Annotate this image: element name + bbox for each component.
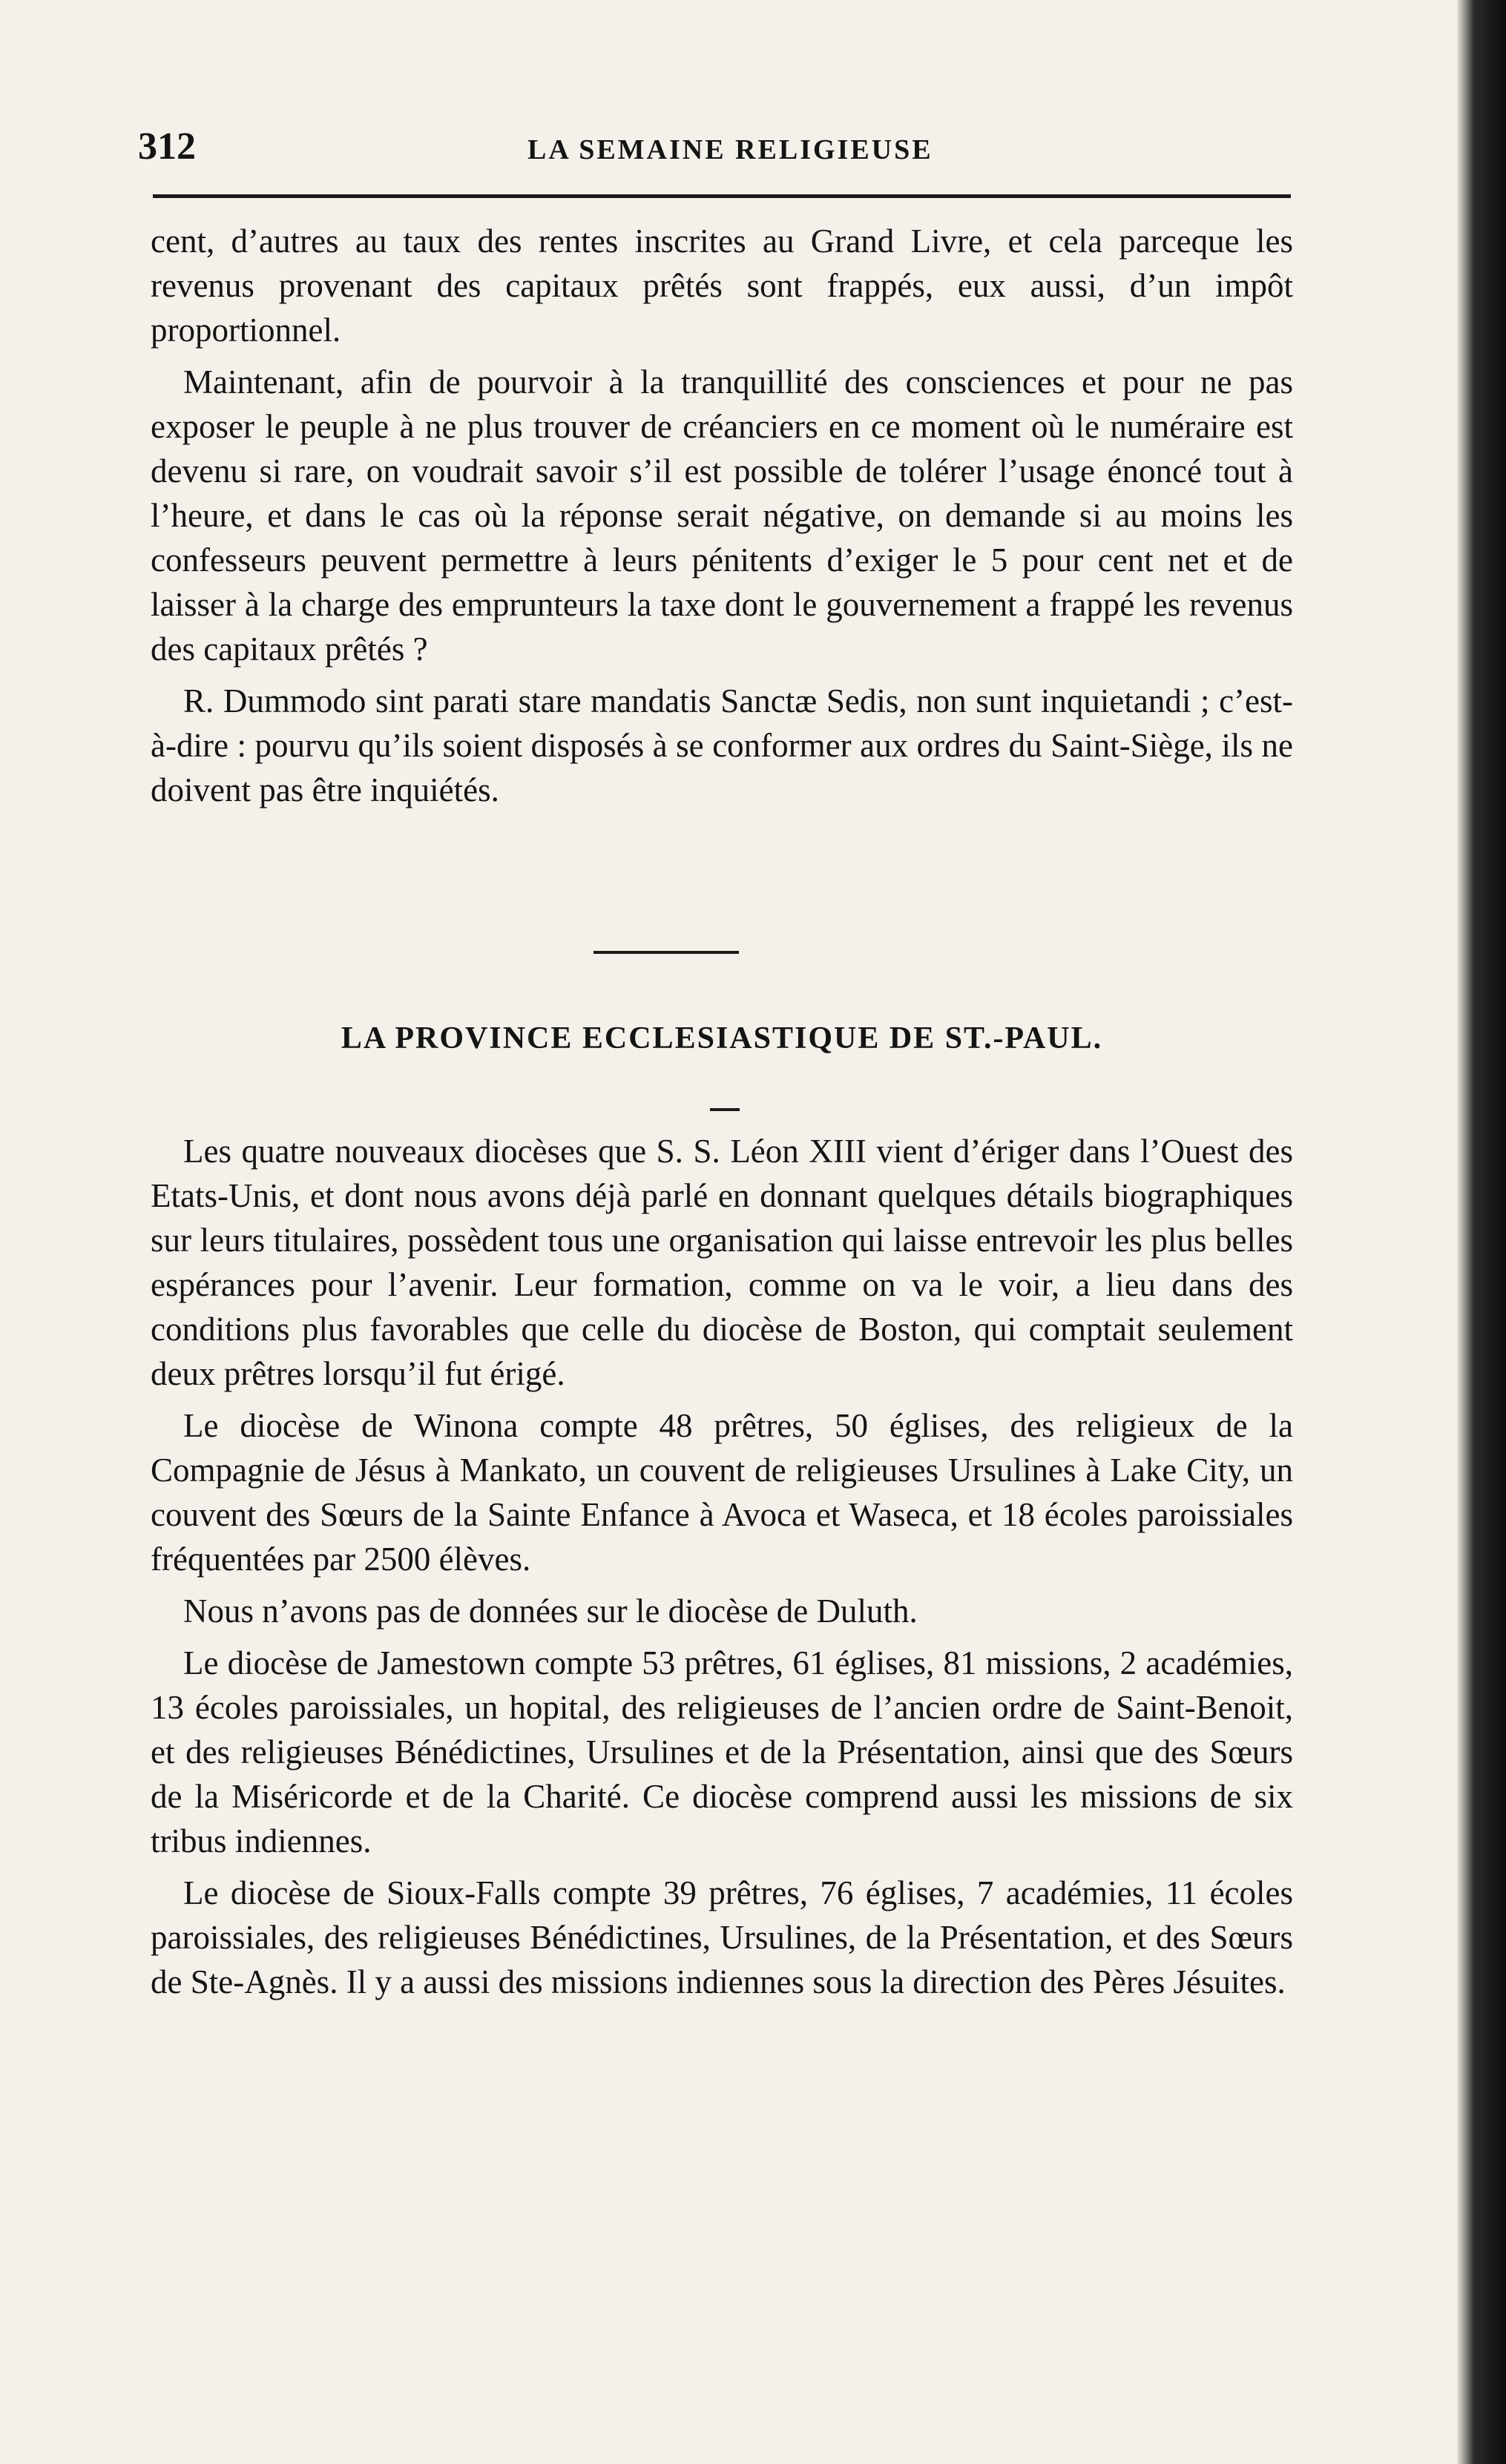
- section-divider: [593, 951, 739, 954]
- article-body: [151, 1129, 1293, 2004]
- running-head: [138, 125, 1295, 177]
- paragraph: Le diocèse de Jamestown compte 53 prêtres, 61 églises, 81 missions, 2 académies, 13 écoles paroissiales, un hopital, des religieuses de l’ancien ordre de Saint-Benoit, et des religieuses Bénédictines, Ursulines et de la Présentation, ainsi que des Sœurs de la Miséricorde et de la Charité. Ce diocèse comprend aussi les missions de six tribus indiennes.: [151, 1644, 1293, 1859]
- paragraph: Le diocèse de Sioux-Falls compte 39 prêtres, 76 églises, 7 académies, 11 écoles paroissiales, des religieuses Bénédictines, Ursulines, de la Présentation, et des Sœurs de Ste-Agnès. Il y a aussi des missions indiennes sous la direction des Pères Jésuites.: [151, 1874, 1293, 2000]
- binding-edge: [1457, 0, 1506, 2464]
- paragraph: Maintenant, afin de pourvoir à la tranquillité des consciences et pour ne pas exposer le peuple à ne plus trouver de créanciers en ce moment où le numéraire est devenu si rare, on voudrait savoir s’il est possible de tolérer l’usage énoncé tout à l’heure, et dans le cas où la réponse serait négative, on demande si au moins les confesseurs peuvent permettre à leurs pénitents d’exiger le 5 pour cent net et de laisser à la charge des emprunteurs la taxe dont le gouvernement a frappé les revenus des capitaux prêtés ?: [151, 363, 1293, 668]
- paragraph: R. Dummodo sint parati stare mandatis Sanctæ Sedis, non sunt inquietandi ; c’est-à-dire : pourvu qu’ils soient disposés à se conformer aux ordres du Saint-Siège, ils ne doivent pas être inquiétés.: [151, 682, 1293, 808]
- title-dash: [710, 1108, 740, 1111]
- section-title: LA PROVINCE ECCLESIASTIQUE DE ST.-PAUL.: [341, 1021, 1103, 1055]
- page-number: 312: [138, 125, 196, 168]
- paragraph: cent, d’autres au taux des rentes inscrites au Grand Livre, et cela parceque les revenus provenant des capitaux prêtés sont frappés, eux aussi, d’un impôt proportionnel.: [151, 223, 1293, 349]
- running-title: LA SEMAINE RELIGIEUSE: [527, 134, 933, 165]
- article-continuation: [151, 219, 1293, 812]
- paragraph: Le diocèse de Winona compte 48 prêtres, 50 églises, des religieux de la Compagnie de Jésus à Mankato, un couvent de religieuses Ursulines à Lake City, un couvent des Sœurs de la Sainte Enfance à Avoca et Waseca, et 18 écoles paroissiales fréquentées par 2500 élèves.: [151, 1407, 1293, 1578]
- paragraph: Nous n’avons pas de données sur le diocèse de Duluth.: [183, 1592, 918, 1630]
- header-rule: [153, 194, 1291, 198]
- paragraph: Les quatre nouveaux diocèses que S. S. Léon XIII vient d’ériger dans l’Ouest des Etats-Unis, et dont nous avons déjà parlé en donnant quelques détails biographiques sur leurs titulaires, possèdent tous une organisation qui laisse entrevoir les plus belles espérances pour l’avenir. Leur formation, comme on va le voir, a lieu dans des conditions plus favorables que celle du diocèse de Boston, qui comptait seulement deux prêtres lorsqu’il fut érigé.: [151, 1133, 1293, 1392]
